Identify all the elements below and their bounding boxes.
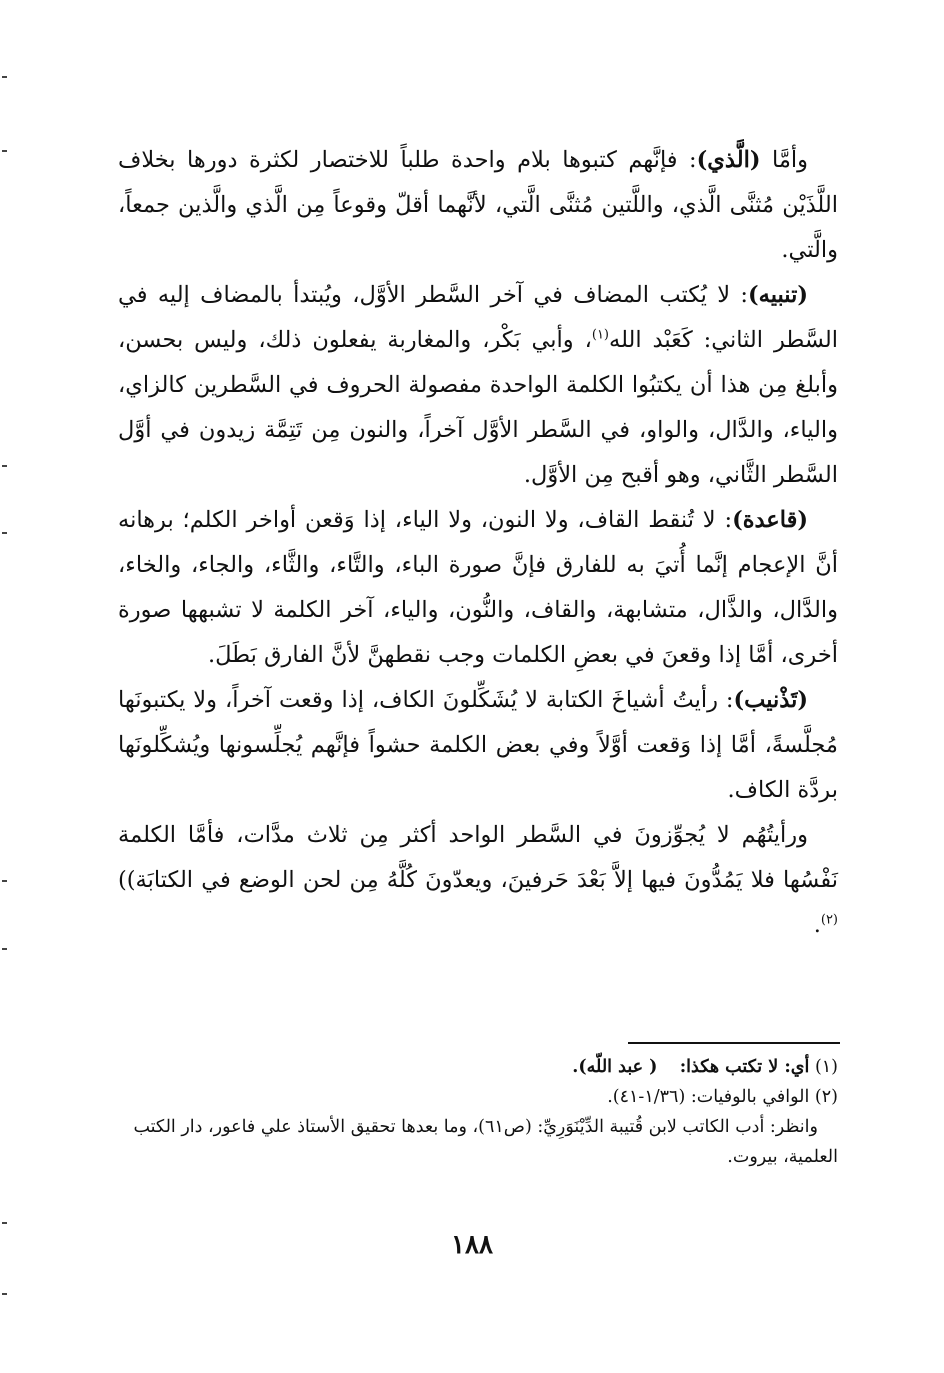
paragraph-text: ورأيتُهُم لا يُجوِّزونَ في السَّطر الواحد أكثر مِن ثلاث مدَّات، فأمَّا الكلمة نَفْسُها فلا يَمُدُّونَ فيها إلاَّ بَعْدَ حَرفينَ، ويعدّونَ كُلَّهُ مِن لحن الوضع في الكتابَة)) — [118, 822, 838, 893]
footnote-ref: (٢) — [820, 912, 838, 928]
page-number: ١٨٨ — [451, 1230, 493, 1260]
scan-edge-mark — [2, 1222, 7, 1224]
paragraph-lead: وأمَّا — [760, 147, 808, 173]
footnote-ref: (١) — [591, 327, 609, 343]
footnote-label: أي: لا تكتب هكذا: — [679, 1057, 810, 1077]
footnote-example: ( عبد اللّه). — [572, 1057, 658, 1077]
keyword-tanbih: (تنبيه) — [748, 282, 808, 308]
keyword-alladhi: (الَّذي) — [696, 147, 761, 173]
paragraph-text: ، وأبي بَكْر، والمغاربة يفعلون ذلك، وليس بحسن، وأبلغ مِن هذا أن يكتبُوا الكلمة الواحدة مفصولة الحروف في السَّطرين كالزاي، والياء، والدَّال، والواو، في السَّطر الأوَّل آخراً، والنون مِن تَتِمَّة زيدون في أوَّل السَّطر الثَّاني، وهو أقبح مِن الأوَّل. — [118, 327, 838, 488]
paragraph-madd — [118, 813, 838, 948]
paragraph-text: : رأيتُ أشياخَ الكتابة لا يُشَكِّلونَ الكاف، إذا وقعت آخراً، ولا يكتبونَها مُجلَّسةً، أمَّا إذا وَقعت أوَّلاً وفي بعض الكلمة حشواً فإنَّهم يُجلِّسونها ويُشكِّلونَها بردَّة الكاف. — [118, 687, 838, 803]
footnote-2-continued: وانظر: أدب الكاتب لابن قُتيبة الدِّيْنَوَرِيِّ: (ص٦١)، وما بعدها تحقيق الأستاذ علي فاعور، دار الكتب العلمية، بيروت. — [133, 1117, 838, 1167]
footnote-2: (٢) الوافي بالوفيات: (١/٣٦-٤١). — [607, 1087, 838, 1107]
paragraph-alladhi — [118, 138, 838, 273]
paragraph-tanbih — [118, 273, 838, 498]
footnote-number: (١) — [809, 1057, 838, 1077]
scan-edge-mark — [2, 465, 7, 467]
scan-edge-mark — [2, 150, 7, 152]
footnotes — [118, 1052, 838, 1172]
scan-edge-mark — [2, 76, 7, 78]
scan-edge-mark — [2, 948, 7, 950]
paragraph-qaida — [118, 498, 838, 678]
main-text — [118, 138, 838, 948]
footnote-1 — [118, 1052, 838, 1082]
paragraph-text: : لا يُكتب المضاف في آخر السَّطر الأوَّل، ويُبتدأ بالمضاف إليه في السَّطر الثاني: كَعَبْد الله — [118, 282, 839, 353]
scan-edge-mark — [2, 532, 7, 534]
paragraph-tadhnib — [118, 678, 838, 813]
scan-edge-mark — [2, 1293, 7, 1295]
paragraph-end: . — [813, 912, 821, 938]
paragraph-text: : فإنَّهم كتبوها بلام واحدة طلباً للاختصار لكثرة دورها بخلاف اللَّذَيْن مُثنَّى الَّذي، واللَّتين مُثنَّى الَّتي، لأنَّهما أقلّ وقوعاً مِن الَّذي والَّذين جمعاً، والَّتي. — [118, 147, 838, 263]
paragraph-text: : لا تُنقط القاف، ولا النون، ولا الياء، إذا وَقعن أواخر الكلم؛ برهانه أنَّ الإعجام إنَّما أُتيَ به للفارق فإنَّ صورة الباء، والتَّاء، والثَّاء، والجاء، والخاء، والدَّال، والذَّال، متشابهة، والقاف، والنُّون، والياء، آخر الكلمة لا تشبهها صورة أخرى، أمَّا إذا وقعنَ في بعضِ الكلمات وجب نقطهنَّ لأنَّ الفارق بَطَلَ. — [118, 507, 838, 668]
keyword-tadhnib: (تَذْنيب) — [733, 687, 808, 713]
footnote-separator — [628, 1042, 840, 1044]
keyword-qaida: (قاعدة) — [732, 507, 808, 533]
scan-edge-mark — [2, 880, 7, 882]
